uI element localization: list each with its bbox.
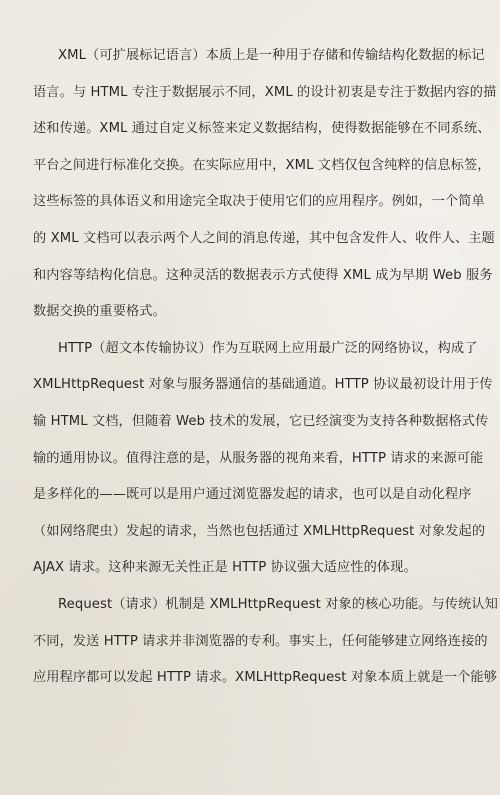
text-line: （如网络爬虫）发起的请求，当然也包括通过 XMLHttpRequest 对象发起的	[33, 523, 486, 539]
text-line: 是多样化的——既可以是用户通过浏览器发起的请求，也可以是自动化程序	[33, 487, 472, 503]
text-line: 这些标签的具体语义和用途完全取决于使用它们的应用程序。例如，一个简单	[33, 194, 485, 210]
text-line: 数据交换的重要格式。	[33, 304, 166, 320]
text-line: 述和传递。XML 通过自定义标签来定义数据结构，使得数据能够在不同系统、	[33, 121, 491, 137]
text-line: 和内容等结构化信息。这种灵活的数据表示方式使得 XML 成为早期 Web 服务	[33, 267, 493, 283]
text-line: Request（请求）机制是 XMLHttpRequest 对象的核心功能。与传统认知	[58, 596, 498, 612]
text-line: 语言。与 HTML 专注于数据展示不同，XML 的设计初衷是专注于数据内容的描	[33, 84, 497, 100]
text-line: 的 XML 文档可以表示两个人之间的消息传递，其中包含发件人、收件人、主题	[33, 230, 495, 246]
text-line: XML（可扩展标记语言）本质上是一种用于存储和传输结构化数据的标记	[58, 48, 485, 63]
text-line: 不同，发送 HTTP 请求并非浏览器的专利。事实上，任何能够建立网络连接的	[33, 633, 488, 649]
paragraph-http	[33, 331, 493, 587]
paragraph-request	[33, 587, 498, 697]
text-line: AJAX 请求。这种来源无关性正是 HTTP 协议强大适应性的体现。	[33, 560, 417, 576]
text-line: XMLHttpRequest 对象与服务器通信的基础通道。HTTP 协议最初设计用于传	[33, 377, 493, 393]
paragraph-xml	[33, 38, 497, 331]
text-line: 平台之间进行标准化交换。在实际应用中，XML 文档仅包含纯粹的信息标签，	[33, 157, 491, 173]
text-line: 输 HTML 文档，但随着 Web 技术的发展，它已经演变为支持各种数据格式传	[33, 413, 489, 429]
document-page	[33, 38, 498, 697]
text-line: 应用程序都可以发起 HTTP 请求。XMLHttpRequest 对象本质上就是一个能够	[33, 670, 497, 686]
text-line: 输的通用协议。值得注意的是，从服务器的视角来看，HTTP 请求的来源可能	[33, 450, 484, 466]
text-line: HTTP（超文本传输协议）作为互联网上应用最广泛的网络协议，构成了	[58, 340, 478, 356]
